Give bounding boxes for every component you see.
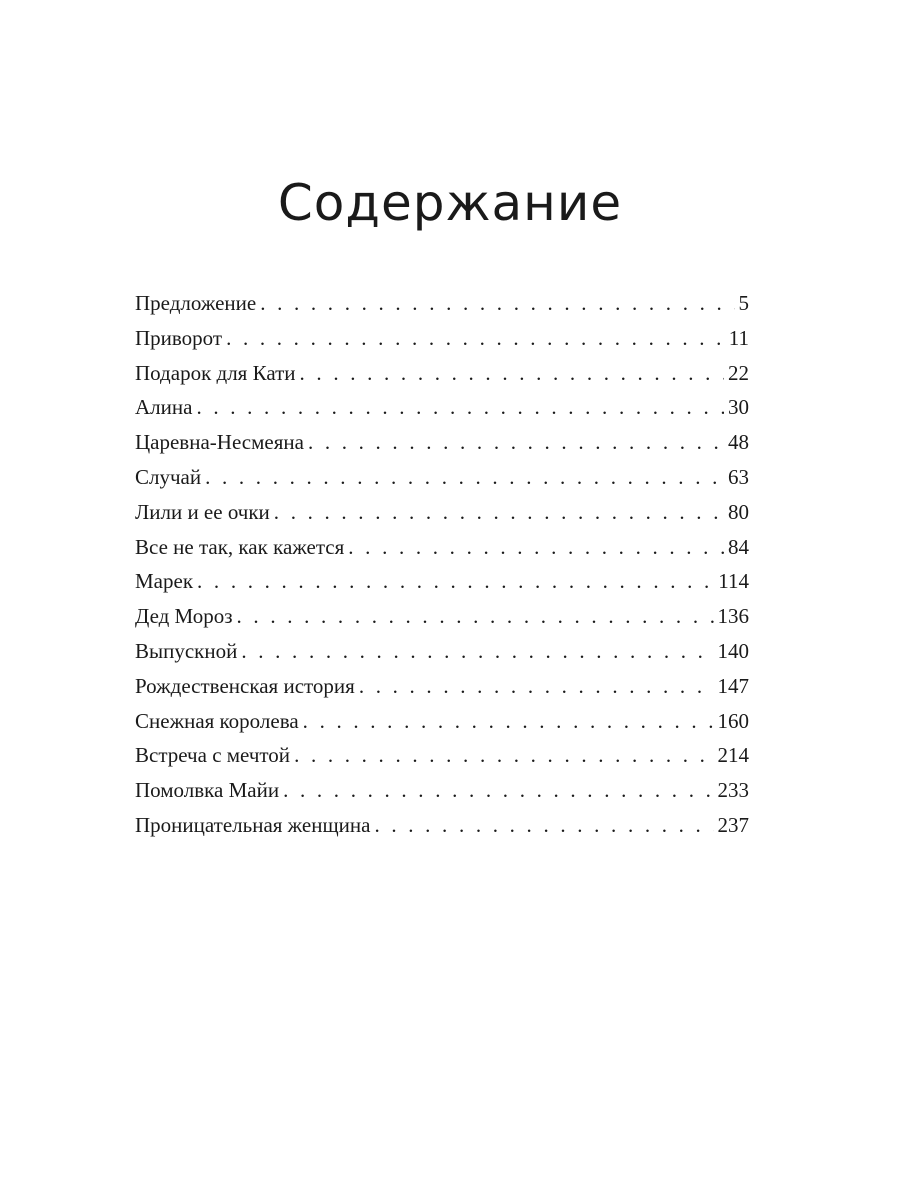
dot-leader (283, 773, 713, 808)
toc-entry-title: Подарок для Кати (135, 360, 296, 385)
dot-leader (241, 634, 713, 669)
dot-leader (308, 425, 724, 460)
dot-leader (197, 564, 714, 599)
dot-leader (226, 321, 725, 356)
toc-page-number: 63 (728, 464, 749, 489)
toc-entry-title: Рождественская история (135, 673, 355, 698)
toc-entry (135, 599, 749, 634)
toc-page-number: 80 (728, 499, 749, 524)
toc-entry (135, 460, 749, 495)
dot-leader (374, 808, 713, 843)
dot-leader (303, 704, 714, 739)
toc-page-number: 214 (717, 743, 749, 768)
toc-page-number: 147 (717, 673, 749, 698)
toc-entry (135, 425, 749, 460)
toc-page-number: 84 (728, 534, 749, 559)
toc-entry-title: Дед Мороз (135, 604, 233, 629)
toc-page-number: 233 (717, 778, 749, 803)
toc-entry (135, 321, 749, 356)
toc-entry (135, 738, 749, 773)
toc-page-number: 237 (717, 812, 749, 837)
toc-page-number: 160 (717, 708, 749, 733)
toc-page-number: 22 (728, 360, 749, 385)
dot-leader (237, 599, 714, 634)
toc-entry (135, 286, 749, 321)
dot-leader (294, 738, 713, 773)
toc-entry-title: Выпускной (135, 638, 238, 663)
toc-page-number: 114 (718, 569, 749, 594)
toc-entry-title: Снежная королева (135, 708, 299, 733)
toc-entry (135, 808, 749, 843)
table-of-contents (135, 286, 749, 843)
toc-entry-title: Предложение (135, 291, 257, 315)
toc-entry-title: Встреча с мечтой (135, 743, 291, 768)
toc-entry-title: Марек (135, 569, 194, 594)
toc-page-number: 11 (728, 325, 749, 350)
toc-entry-title: Лили и ее очки (135, 499, 270, 524)
toc-entry-title: Все не так, как кажется (135, 534, 345, 559)
toc-entry-title: Проницательная женщина (135, 812, 371, 837)
toc-entry (135, 669, 749, 704)
toc-entry (135, 773, 749, 808)
toc-entry (135, 634, 749, 669)
toc-entry-title: Случай (135, 464, 202, 489)
toc-page-number: 140 (717, 638, 749, 663)
toc-entry-title: Алина (135, 395, 193, 420)
toc-entry (135, 704, 749, 739)
toc-entry-title: Помолвка Майи (135, 778, 280, 803)
dot-leader (260, 286, 734, 321)
toc-page-number: 136 (717, 604, 749, 629)
page-title: Содержание (277, 174, 623, 232)
toc-entry-title: Приворот (135, 325, 223, 350)
dot-leader (196, 390, 724, 425)
toc-entry (135, 390, 749, 425)
dot-leader (274, 495, 724, 530)
dot-leader (205, 460, 724, 495)
toc-entry (135, 564, 749, 599)
toc-page-number: 48 (728, 430, 749, 455)
dot-leader (359, 669, 714, 704)
toc-entry (135, 530, 749, 565)
toc-entry (135, 495, 749, 530)
toc-entry (135, 356, 749, 391)
dot-leader (348, 530, 724, 565)
toc-page-number: 5 (738, 291, 749, 315)
toc-entry-title: Царевна-Несмеяна (135, 430, 304, 455)
dot-leader (300, 356, 724, 391)
toc-page-number: 30 (728, 395, 749, 420)
